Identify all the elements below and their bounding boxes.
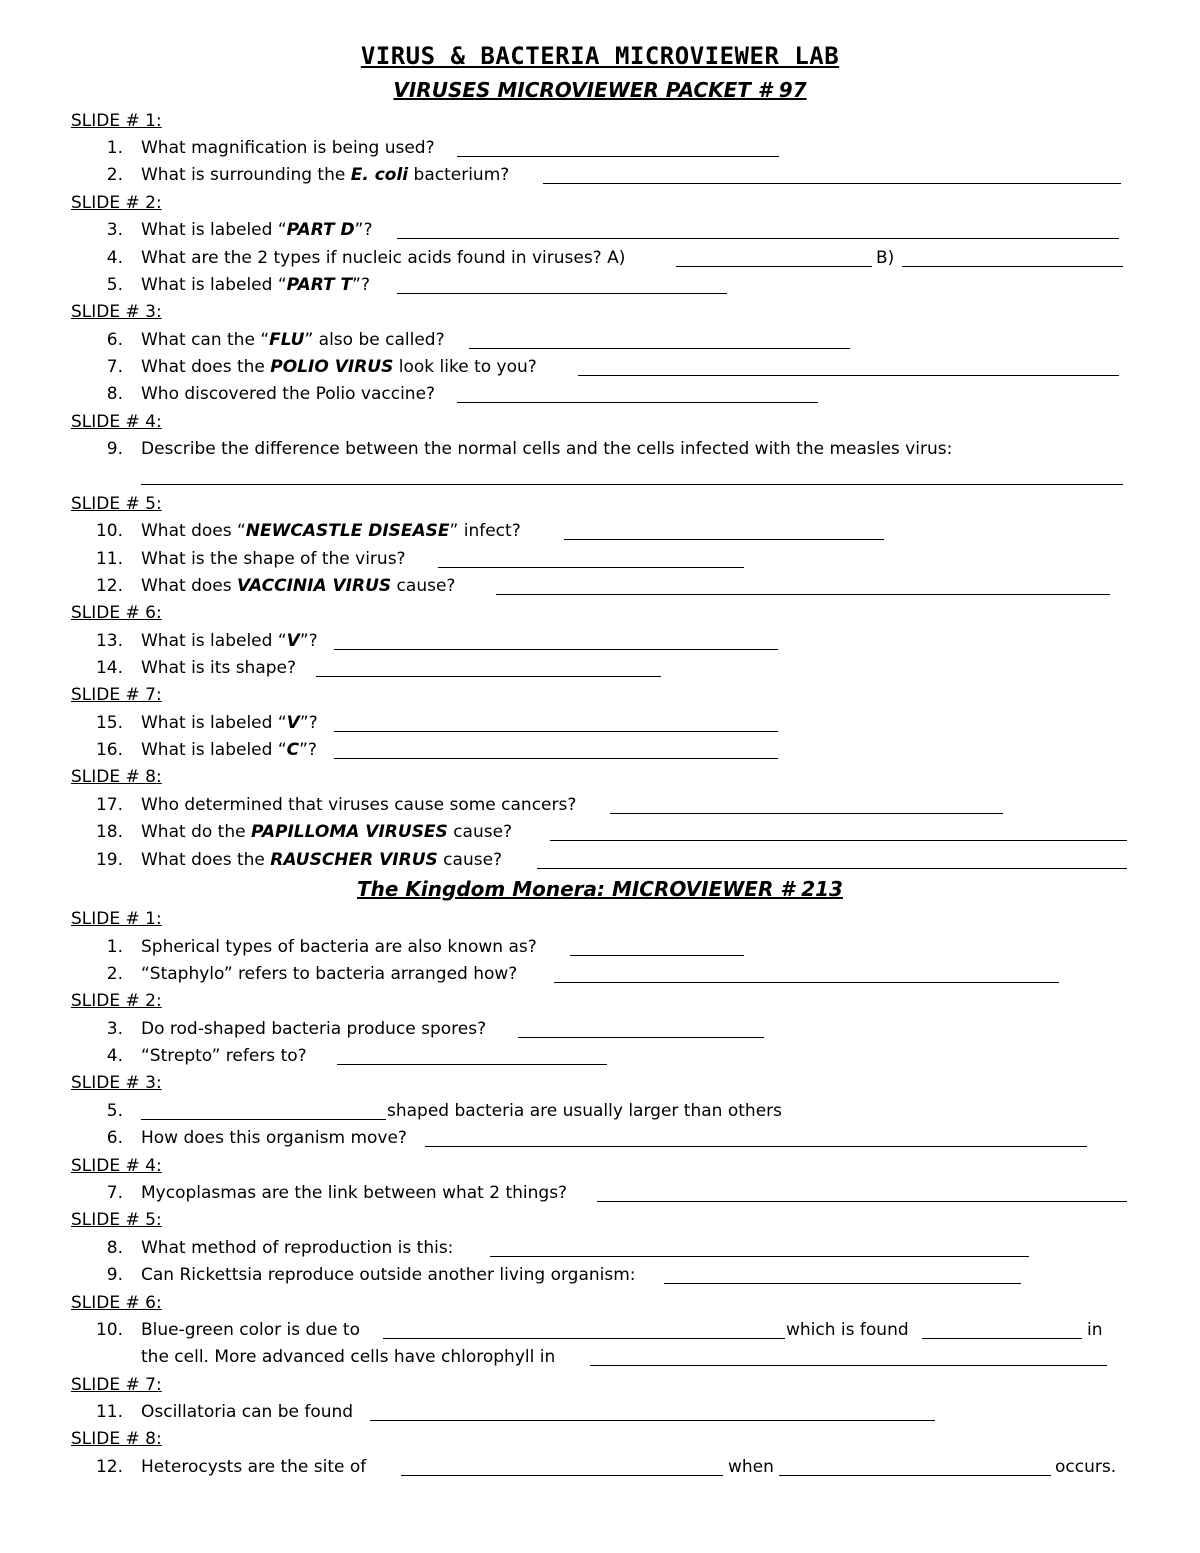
question-item [0, 850, 1200, 872]
question-text: “Strepto” refers to? [141, 1046, 307, 1066]
question-number: 11. [95, 549, 123, 569]
question-item [0, 937, 1200, 959]
question-number: 7. [106, 357, 123, 377]
question-number: 1. [106, 937, 123, 957]
emphasis-term: V [286, 713, 300, 733]
answer-blank[interactable] [141, 484, 1123, 485]
question-item [0, 1183, 1200, 1205]
answer-blank[interactable] [590, 1365, 1107, 1366]
question-number: 16. [95, 740, 123, 760]
question-text: Can Rickettsia reproduce outside another living organism: [141, 1265, 636, 1285]
question-text: Who discovered the Polio vaccine? [141, 384, 436, 404]
question-text: What is labeled “V”? [141, 713, 318, 733]
answer-blank[interactable] [554, 982, 1059, 983]
question-item [0, 576, 1200, 598]
question-text: What are the 2 types if nucleic acids found in viruses? A) [141, 248, 626, 268]
question-number: 13. [95, 631, 123, 651]
question-item [0, 1320, 1200, 1342]
question-number: 12. [95, 1457, 123, 1477]
answer-blank[interactable] [141, 1119, 386, 1120]
answer-blank[interactable] [570, 955, 744, 956]
slide-label: SLIDE # 7: [71, 685, 162, 705]
answer-blank[interactable] [370, 1420, 935, 1421]
question-text: Oscillatoria can be found [141, 1402, 354, 1422]
question-number: 5. [106, 1101, 123, 1121]
answer-blank[interactable] [490, 1256, 1029, 1257]
question-text: Heterocysts are the site of [141, 1457, 367, 1477]
question-number: 1. [106, 138, 123, 158]
monera-section-heading: The Kingdom Monera: MICROVIEWER # 213 [357, 877, 843, 901]
question-text: What method of reproduction is this: [141, 1238, 454, 1258]
emphasis-term: VACCINIA VIRUS [236, 576, 392, 596]
answer-blank[interactable] [334, 758, 778, 759]
virus-section-heading: VIRUSES MICROVIEWER PACKET # 97 [393, 78, 807, 102]
question-text: What is labeled “V”? [141, 631, 318, 651]
question-item [0, 549, 1200, 571]
question-item [0, 357, 1200, 379]
question-text: Do rod-shaped bacteria produce spores? [141, 1019, 487, 1039]
question-text-mid: when [728, 1457, 774, 1477]
answer-blank[interactable] [550, 840, 1127, 841]
question-item [0, 384, 1200, 406]
question-text: How does this organism move? [141, 1128, 407, 1148]
slide-label: SLIDE # 1: [71, 909, 162, 929]
answer-blank[interactable] [383, 1338, 785, 1339]
question-text: What is labeled “PART D”? [141, 220, 373, 240]
question-item [0, 631, 1200, 653]
question-number: 2. [106, 964, 123, 984]
emphasis-term: RAUSCHER VIRUS [270, 850, 438, 870]
question-number: 5. [106, 275, 123, 295]
answer-blank[interactable] [425, 1146, 1087, 1147]
question-item [0, 1265, 1200, 1287]
question-text: What does the POLIO VIRUS look like to you? [141, 357, 537, 377]
answer-blank[interactable] [664, 1283, 1021, 1284]
question-number: 10. [95, 521, 123, 541]
slide-label: SLIDE # 1: [71, 111, 162, 131]
question-number: 17. [95, 795, 123, 815]
question-text: What can the “FLU” also be called? [141, 330, 445, 350]
slide-label: SLIDE # 4: [71, 1156, 162, 1176]
answer-blank[interactable] [438, 567, 744, 568]
slide-label: SLIDE # 8: [71, 767, 162, 787]
emphasis-term: C [286, 740, 300, 760]
question-number: 10. [95, 1320, 123, 1340]
question-number: 18. [95, 822, 123, 842]
question-text: Mycoplasmas are the link between what 2 things? [141, 1183, 568, 1203]
question-item [0, 1101, 1200, 1123]
slide-label: SLIDE # 5: [71, 1210, 162, 1230]
answer-blank[interactable] [401, 1475, 723, 1476]
answer-blank[interactable] [779, 1475, 1051, 1476]
question-item [0, 220, 1200, 242]
answer-blank[interactable] [564, 539, 884, 540]
slide-label: SLIDE # 8: [71, 1429, 162, 1449]
question-item [0, 521, 1200, 543]
question-item [0, 1128, 1200, 1150]
question-item [0, 1457, 1200, 1479]
question-number: 8. [106, 384, 123, 404]
question-number: 9. [106, 439, 123, 459]
question-text: What does VACCINIA VIRUS cause? [141, 576, 456, 596]
emphasis-term: POLIO VIRUS [270, 357, 394, 377]
answer-blank[interactable] [334, 731, 778, 732]
question-text: “Staphylo” refers to bacteria arranged how? [141, 964, 518, 984]
answer-blank[interactable] [457, 402, 818, 403]
question-text: What does “NEWCASTLE DISEASE” infect? [141, 521, 521, 541]
question-text: Describe the difference between the normal cells and the cells infected with the measles virus: [141, 439, 953, 459]
question-item [0, 1019, 1200, 1041]
answer-blank-a[interactable] [676, 266, 872, 267]
answer-blank[interactable] [397, 238, 1119, 239]
question-item [0, 165, 1200, 187]
question-number: 19. [95, 850, 123, 870]
question-item [0, 740, 1200, 762]
question-number: 6. [106, 330, 123, 350]
emphasis-term: E. coli [350, 165, 409, 185]
question-number: 4. [106, 1046, 123, 1066]
slide-label: SLIDE # 3: [71, 1073, 162, 1093]
question-text: What is the shape of the virus? [141, 549, 406, 569]
question-item [0, 1046, 1200, 1068]
emphasis-term: NEWCASTLE DISEASE [245, 521, 450, 541]
question-text: Who determined that viruses cause some cancers? [141, 795, 577, 815]
question-item [0, 1402, 1200, 1424]
question-text: What is its shape? [141, 658, 297, 678]
answer-blank[interactable] [397, 293, 727, 294]
question-item [0, 275, 1200, 297]
question-number: 3. [106, 1019, 123, 1039]
question-number: 9. [106, 1265, 123, 1285]
option-b-label: B) [876, 248, 895, 268]
slide-label: SLIDE # 2: [71, 991, 162, 1011]
question-item [0, 248, 1200, 270]
question-number: 2. [106, 165, 123, 185]
slide-label: SLIDE # 7: [71, 1375, 162, 1395]
slide-label: SLIDE # 5: [71, 494, 162, 514]
question-item [0, 1238, 1200, 1260]
question-text: What is labeled “PART T”? [141, 275, 370, 295]
answer-blank[interactable] [316, 676, 661, 677]
question-text: What do the PAPILLOMA VIRUSES cause? [141, 822, 513, 842]
answer-blank[interactable] [543, 183, 1121, 184]
question-number: 11. [95, 1402, 123, 1422]
question-item [0, 138, 1200, 160]
emphasis-term: V [286, 631, 300, 651]
slide-label: SLIDE # 3: [71, 302, 162, 322]
answer-blank[interactable] [610, 813, 1003, 814]
slide-label: SLIDE # 4: [71, 412, 162, 432]
question-item [0, 795, 1200, 817]
slide-label: SLIDE # 6: [71, 603, 162, 623]
question-number: 15. [95, 713, 123, 733]
question-text: What magnification is being used? [141, 138, 435, 158]
answer-blank[interactable] [518, 1037, 764, 1038]
question-number: 6. [106, 1128, 123, 1148]
question-text: What is labeled “C”? [141, 740, 317, 760]
question-text: Blue-green color is due to [141, 1320, 360, 1340]
answer-blank[interactable] [537, 868, 1127, 869]
emphasis-term: PAPILLOMA VIRUSES [250, 822, 448, 842]
emphasis-term: PART D [286, 220, 355, 240]
question-item [0, 713, 1200, 735]
question-text: shaped bacteria are usually larger than others [387, 1101, 782, 1121]
question-number: 14. [95, 658, 123, 678]
question-text: What is surrounding the E. coli bacterium? [141, 165, 510, 185]
answer-blank[interactable] [337, 1064, 607, 1065]
question-text: the cell. More advanced cells have chlorophyll in [141, 1347, 556, 1367]
question-number: 3. [106, 220, 123, 240]
question-item [0, 658, 1200, 680]
question-number: 4. [106, 248, 123, 268]
answer-blank-b[interactable] [902, 266, 1123, 267]
question-item [0, 964, 1200, 986]
question-number: 7. [106, 1183, 123, 1203]
answer-blank[interactable] [496, 594, 1110, 595]
question-text-end: in [1087, 1320, 1103, 1340]
question-text-mid: which is found [786, 1320, 909, 1340]
question-text: What does the RAUSCHER VIRUS cause? [141, 850, 503, 870]
question-text-end: occurs. [1055, 1457, 1117, 1477]
question-number: 12. [95, 576, 123, 596]
emphasis-term: FLU [269, 330, 305, 350]
answer-blank[interactable] [457, 156, 779, 157]
answer-blank[interactable] [469, 348, 850, 349]
answer-blank[interactable] [922, 1338, 1082, 1339]
slide-label: SLIDE # 6: [71, 1293, 162, 1313]
question-text: Spherical types of bacteria are also known as? [141, 937, 537, 957]
question-item [0, 439, 1200, 461]
page-title: VIRUS & BACTERIA MICROVIEWER LAB [360, 42, 840, 70]
question-item [0, 330, 1200, 352]
question-item [0, 822, 1200, 844]
question-continuation [0, 1347, 1200, 1369]
answer-blank[interactable] [578, 375, 1119, 376]
answer-blank[interactable] [597, 1201, 1127, 1202]
emphasis-term: PART T [286, 275, 353, 295]
slide-label: SLIDE # 2: [71, 193, 162, 213]
question-number: 8. [106, 1238, 123, 1258]
answer-blank[interactable] [334, 649, 778, 650]
